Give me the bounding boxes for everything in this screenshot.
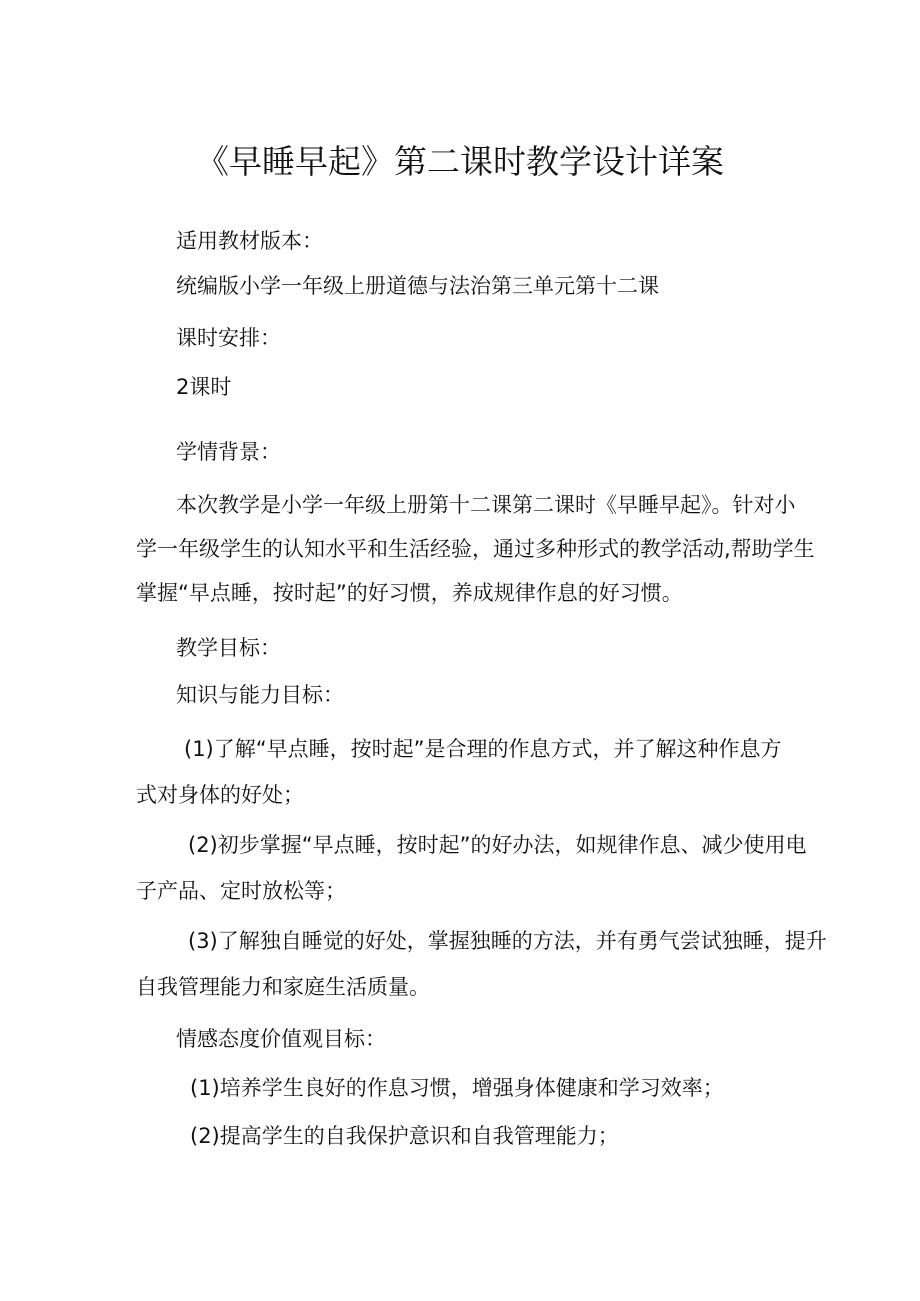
knowledge-line: (2)初步掌握“早点睡，按时起”的好办法，如规律作息、减少使用电 <box>188 833 807 857</box>
background-line: 掌握“早点睡，按时起”的好习惯，养成规律作息的好习惯。 <box>136 581 683 605</box>
textbook-value: 统编版小学一年级上册道德与法治第三单元第十二课 <box>176 274 659 298</box>
background-paragraph <box>136 491 815 607</box>
emotion-label: 情感态度价值观目标： <box>176 1027 386 1051</box>
emotion-item-1: (1)培养学生良好的作息习惯，增强身体健康和学习效率； <box>190 1076 724 1100</box>
schedule-value: 2课时 <box>176 375 232 399</box>
schedule-label: 课时安排： <box>176 326 281 350</box>
background-label: 学情背景： <box>176 440 281 464</box>
emotion-item-2: (2)提高学生的自我保护意识和自我管理能力； <box>190 1124 619 1148</box>
knowledge-line: 自我管理能力和家庭生活质量。 <box>136 975 430 999</box>
knowledge-line: (1)了解“早点睡，按时起”是合理的作息方式，并了解这种作息方 <box>184 737 782 761</box>
document-title: 《早睡早起》第二课时教学设计详案 <box>196 142 724 181</box>
knowledge-item-1 <box>136 735 796 809</box>
knowledge-item-2 <box>136 831 807 905</box>
knowledge-line: (3)了解独自睡觉的好处，掌握独睡的方法，并有勇气尝试独睡，提升 <box>188 929 827 953</box>
knowledge-line: 子产品、定时放松等； <box>136 879 346 903</box>
goals-label: 教学目标： <box>176 636 281 660</box>
knowledge-line: 式对身体的好处； <box>136 783 304 807</box>
knowledge-item-3 <box>136 927 827 1001</box>
background-line: 学一年级学生的认知水平和生活经验，通过多种形式的教学活动,帮助学生 <box>136 537 815 561</box>
textbook-label: 适用教材版本： <box>176 229 323 253</box>
knowledge-label: 知识与能力目标： <box>176 683 344 707</box>
background-line: 本次教学是小学一年级上册第十二课第二课时《早睡早起》。针对小 <box>176 493 796 517</box>
